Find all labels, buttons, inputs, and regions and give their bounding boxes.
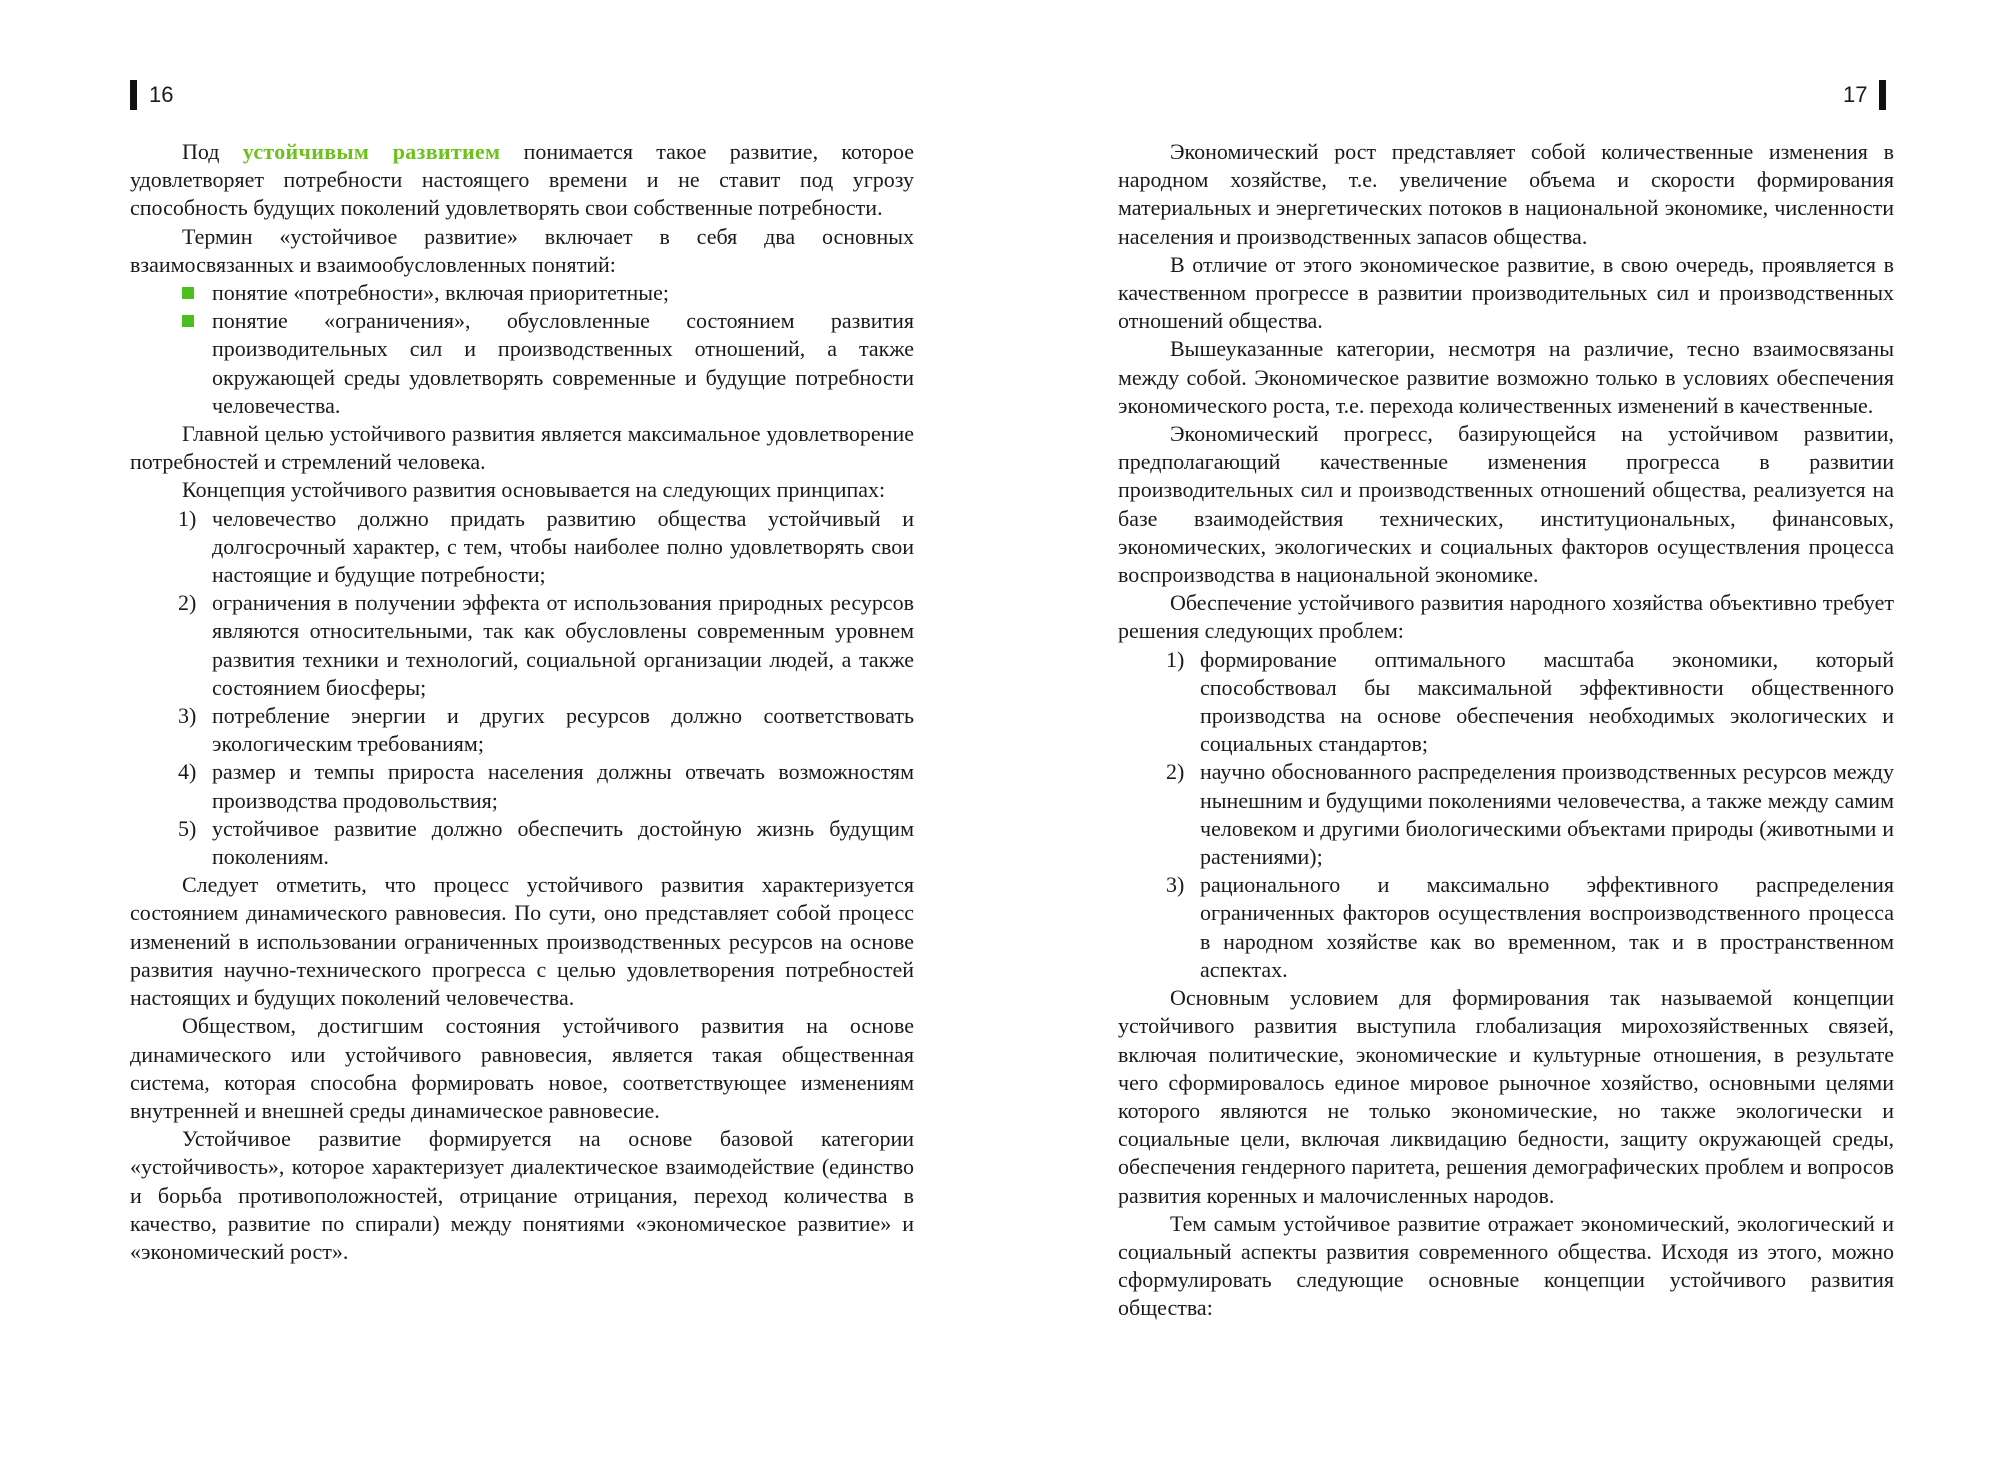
list-item	[130, 758, 914, 814]
green-square-bullet-icon	[182, 287, 194, 299]
paragraph: Экономический прогресс, базирующейся на устойчивом развитии, предполагающий качественные изменения прогресса в развитии производительных сил и производственных отношений общества, реализуется на базе взаимодействия технических, институциональных, финансовых, экономических, экологических и социальных факторов осуществления процесса воспроизводства в национальной экономике.	[1118, 421, 1894, 588]
bullet-text: понятие «ограничения», обусловленные состоянием развития производительных сил и производственных отношений, а также окружающей среды удовлетворять современные и будущие потребности человечества.	[212, 308, 914, 418]
bullet-text: понятие «потребности», включая приоритетные;	[212, 280, 669, 306]
item-number: 4)	[178, 759, 197, 785]
problems-list	[1118, 646, 1894, 984]
bullet-item	[130, 307, 914, 420]
paragraph: Концепция устойчивого развития основывается на следующих принципах:	[182, 477, 886, 503]
text-run: Под	[182, 139, 243, 164]
paragraph: Экономический рост представляет собой количественные изменения в народном хозяйстве, т.е. увеличение объема и скорости формирования материальных и энергетических потоков в национальной экономике, численности населения и производственных запасов общества.	[1118, 139, 1894, 249]
text-run: понимается такое развитие, которое удовлетворяет потребности настоящего времени и не ставит под угрозу способность будущих поколений удовлетворять свои собственные потребности.	[130, 139, 914, 221]
page-number-text: 16	[149, 82, 174, 107]
page-number-left	[130, 80, 173, 110]
right-page-column	[1118, 138, 1894, 1323]
item-text: научно обоснованного распределения производственных ресурсов между нынешним и будущими поколениями человечества, а также между самим человеком и другими биологическими объектами природы (животными и растениями);	[1200, 759, 1894, 870]
item-number: 3)	[1166, 872, 1185, 898]
item-text: размер и темпы прироста населения должны отвечать возможностям производства продовольствия;	[212, 759, 914, 813]
page-marker-bar	[1879, 80, 1886, 110]
list-item	[130, 589, 914, 702]
item-text: потребление энергии и других ресурсов должно соответствовать экологическим требованиям;	[212, 703, 914, 757]
item-text: рационального и максимально эффективного распределения ограниченных факторов осуществления воспроизводственного процесса в народном хозяйстве как во временном, так и в пространственном аспектах.	[1200, 872, 1894, 982]
paragraph: Следует отметить, что процесс устойчивого развития характеризуется состоянием динамического равновесия. По сути, оно представляет собой процесс изменений в использовании ограниченных производственных ресурсов на основе развития научно-технического прогресса с целью удовлетворения потребностей настоящих и будущих поколений человечества.	[130, 872, 914, 1011]
item-text: формирование оптимального масштаба экономики, который способствовал бы максимальной эффективности общественного производства на основе обеспечения необходимых экологических и социальных стандартов;	[1200, 646, 1894, 757]
list-item	[130, 815, 914, 871]
paragraph: В отличие от этого экономическое развитие, в свою очередь, проявляется в качественном прогрессе в развитии производительных сил и производственных отношений общества.	[1118, 251, 1894, 334]
left-page-column	[130, 138, 914, 1266]
item-number: 1)	[1166, 646, 1185, 672]
page-marker-bar	[130, 80, 137, 110]
item-number: 1)	[178, 505, 197, 531]
paragraph	[130, 138, 914, 223]
bullet-list	[130, 279, 914, 420]
page-number-right	[1843, 80, 1886, 110]
item-number: 2)	[1166, 759, 1185, 785]
page-number-text: 17	[1843, 82, 1868, 107]
list-item	[1118, 646, 1894, 759]
bullet-item	[130, 279, 914, 307]
item-text: человечество должно придать развитию общества устойчивый и долгосрочный характер, с тем, чтобы наиболее полно удовлетворять свои настоящие и будущие потребности;	[212, 505, 914, 588]
item-number: 5)	[178, 815, 197, 841]
paragraph: Обществом, достигшим состояния устойчивого развития на основе динамического или устойчивого равновесия, является такая общественная система, которая способна формировать новое, соответствующее изменениям внутренней и внешней среды динамическое равновесие.	[130, 1013, 914, 1123]
paragraph: Тем самым устойчивое развитие отражает экономический, экологический и социальный аспекты развития современного общества. Исходя из этого, можно сформулировать следующие основные концепции устойчивого развития общества:	[1118, 1210, 1894, 1321]
list-item	[1118, 871, 1894, 984]
item-text: ограничения в получении эффекта от использования природных ресурсов являются относительными, так как обусловлены современным уровнем развития техники и технологий, социальной организации людей, а также состоянием биосферы;	[212, 590, 914, 700]
paragraph: Обеспечение устойчивого развития народного хозяйства объективно требует решения следующих проблем:	[1118, 590, 1894, 644]
paragraph: Термин «устойчивое развитие» включает в себя два основных взаимосвязанных и взаимообусловленных понятий:	[130, 223, 914, 277]
item-text: устойчивое развитие должно обеспечить достойную жизнь будущим поколениям.	[212, 815, 914, 870]
paragraph: Основным условием для формирования так называемой концепции устойчивого развития выступила глобализация мирохозяйственных связей, включая политические, экономические и культурные отношения, в результате чего сформировалось единое мировое рыночное хозяйство, основными целями которого являются не только экономические, но также экологически и социальные цели, включая ликвидацию бедности, защиту окружающей среды, обеспечения гендерного паритета, решения демографических проблем и вопросов развития коренных и малочисленных народов.	[1118, 985, 1894, 1208]
list-item	[130, 505, 914, 590]
item-number: 2)	[178, 590, 197, 616]
green-square-bullet-icon	[182, 315, 194, 327]
paragraph: Устойчивое развитие формируется на основе базовой категории «устойчивость», которое характеризует диалектическое взаимодействие (единство и борьба противоположностей, отрицание отрицания, переход количества в качество, развитие по спирали) между понятиями «экономическое развитие» и «экономический рост».	[130, 1126, 914, 1264]
list-item	[130, 702, 914, 758]
item-number: 3)	[178, 703, 197, 729]
highlighted-term: устойчивым развитием	[242, 139, 501, 164]
paragraph: Вышеуказанные категории, несмотря на различие, тесно взаимосвязаны между собой. Экономическое развитие возможно только в условиях обеспечения экономического роста, т.е. перехода количественных изменений в качественные.	[1118, 336, 1894, 418]
principles-list	[130, 505, 914, 872]
paragraph: Главной целью устойчивого развития является максимальное удовлетворение потребностей и стремлений человека.	[130, 421, 914, 475]
list-item	[1118, 758, 1894, 871]
